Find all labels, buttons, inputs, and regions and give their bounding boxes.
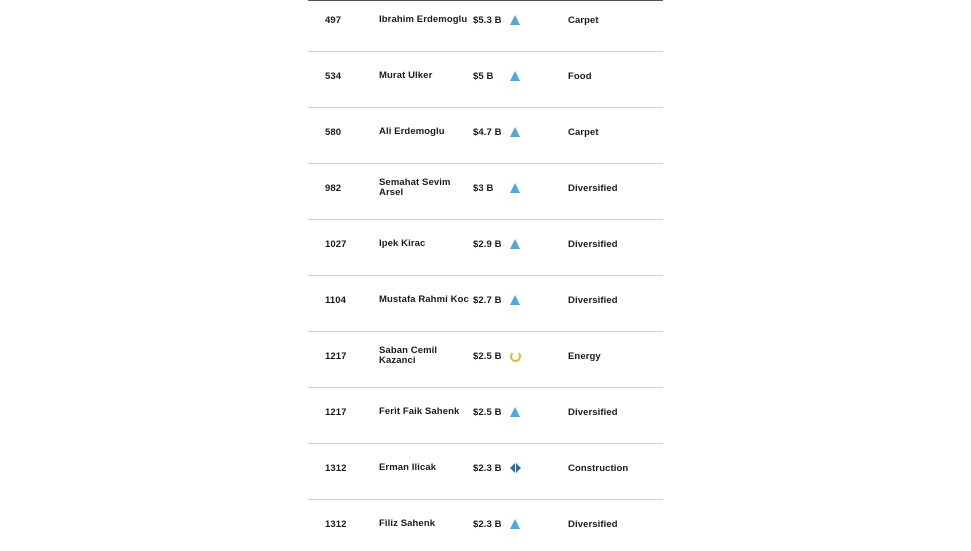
rank-cell: 982 [325,182,342,194]
rank-cell: 1217 [325,350,347,362]
change-indicator [507,52,523,100]
table-row [308,220,663,276]
change-indicator [507,108,523,156]
rank-cell: 1312 [325,518,347,530]
name-cell: Semahat Sevim Arsel [379,177,451,198]
change-indicator [507,220,523,268]
change-indicator [507,276,523,324]
name-cell: Filiz Sahenk [379,518,436,529]
rank-cell: 1217 [325,406,347,418]
table-row [308,164,663,220]
refresh-circle-icon [510,351,521,362]
net-worth-cell: $2.5 B [473,350,502,362]
triangle-up-icon [510,295,520,305]
net-worth-cell: $2.3 B [473,462,502,474]
billionaires-table [308,0,663,551]
change-indicator [507,0,523,44]
unchanged-arrows-icon [510,463,521,473]
industry-cell: Construction [568,462,629,474]
table-row [308,388,663,444]
industry-cell: Diversified [568,406,618,418]
net-worth-cell: $2.9 B [473,238,502,250]
net-worth-cell: $5.3 B [473,14,502,26]
rank-cell: 1312 [325,462,347,474]
triangle-up-icon [510,407,520,417]
triangle-up-icon [510,127,520,137]
table-row [308,108,663,164]
name-cell: Erman Ilicak [379,462,437,473]
name-cell: Ibrahim Erdemoglu [379,14,468,25]
name-cell: Mustafa Rahmi Koc [379,294,469,305]
change-indicator [507,164,523,212]
rank-cell: 1027 [325,238,347,250]
table-row [308,500,663,551]
name-cell: Ferit Faik Sahenk [379,406,460,417]
net-worth-cell: $2.7 B [473,294,502,306]
industry-cell: Diversified [568,238,618,250]
industry-cell: Diversified [568,182,618,194]
triangle-up-icon [510,183,520,193]
triangle-up-icon [510,15,520,25]
industry-cell: Carpet [568,126,599,138]
industry-cell: Food [568,70,592,82]
triangle-up-icon [510,239,520,249]
change-indicator [507,444,523,492]
rank-cell: 497 [325,14,342,26]
triangle-up-icon [510,71,520,81]
name-cell: Murat Ulker [379,70,433,81]
industry-cell: Diversified [568,518,618,530]
table-row [308,332,663,388]
industry-cell: Diversified [568,294,618,306]
net-worth-cell: $4.7 B [473,126,502,138]
name-cell: Ali Erdemoglu [379,126,445,137]
net-worth-cell: $2.5 B [473,406,502,418]
industry-cell: Energy [568,350,601,362]
triangle-up-icon [510,519,520,529]
rank-cell: 1104 [325,294,347,306]
rank-cell: 534 [325,70,342,82]
industry-cell: Carpet [568,14,599,26]
name-cell: Ipek Kirac [379,238,426,249]
change-indicator [507,500,523,548]
table-row [308,0,663,52]
table-row [308,276,663,332]
net-worth-cell: $5 B [473,70,494,82]
table-row [308,444,663,500]
change-indicator [507,388,523,436]
rank-cell: 580 [325,126,342,138]
table-row [308,52,663,108]
net-worth-cell: $2.3 B [473,518,502,530]
net-worth-cell: $3 B [473,182,494,194]
name-cell: Saban Cemil Kazanci [379,345,438,366]
change-indicator [507,332,523,380]
